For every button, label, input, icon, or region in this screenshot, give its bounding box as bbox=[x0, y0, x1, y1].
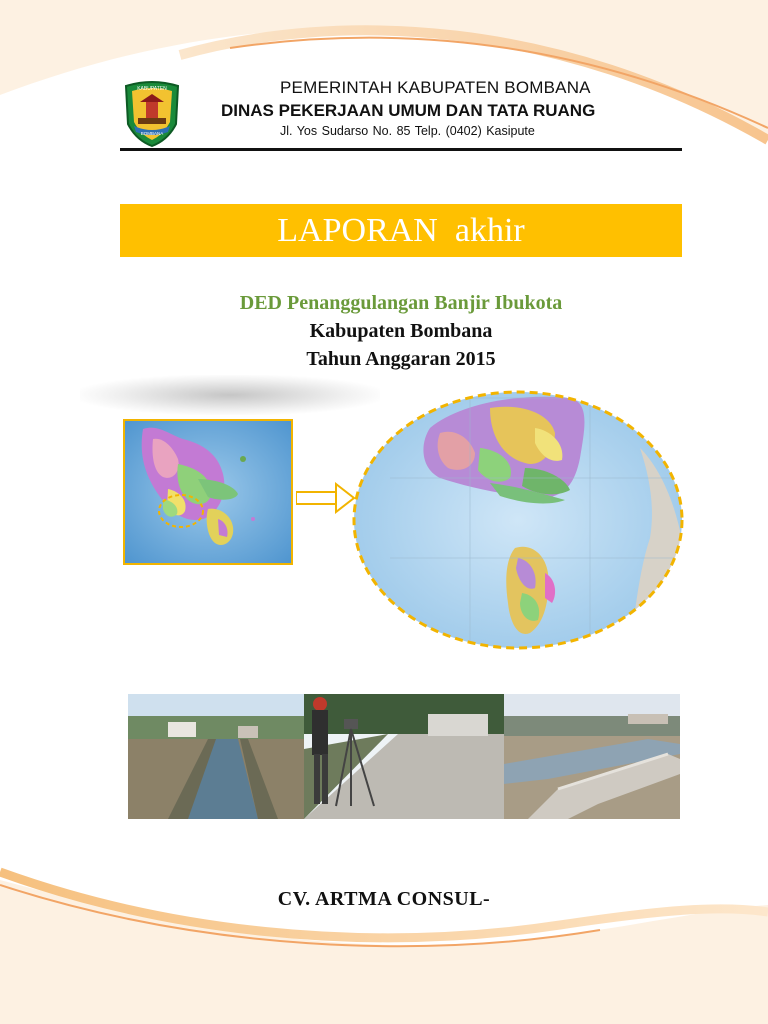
header-divider bbox=[120, 148, 682, 151]
consultant-name: CV. ARTMA CONSUL- bbox=[277, 888, 491, 910]
regency-emblem-icon bbox=[120, 80, 184, 148]
overview-map bbox=[123, 419, 293, 565]
emblem-ribbon-text: BOMBANA bbox=[140, 131, 164, 136]
river-channel-photo bbox=[128, 694, 304, 819]
site-photo-strip bbox=[128, 694, 680, 819]
double-arrow-right-icon bbox=[296, 482, 356, 514]
government-name: PEMERINTAH KABUPATEN BOMBANA bbox=[280, 78, 591, 97]
project-title: DED Penanggulangan Banjir Ibukota bbox=[239, 292, 563, 314]
department-name: DINAS PEKERJAAN UMUM DAN TATA RUANG bbox=[221, 101, 596, 120]
embankment-photo bbox=[504, 694, 680, 819]
detail-map bbox=[350, 388, 686, 652]
blurred-shadow bbox=[80, 375, 380, 415]
report-title-banner bbox=[120, 204, 682, 257]
report-title: LAPORAN akhir bbox=[277, 212, 525, 249]
department-address: Jl. Yos Sudarso No. 85 Telp. (0402) Kasipute bbox=[280, 124, 535, 138]
emblem-top-text: KABUPATEN bbox=[137, 86, 167, 92]
budget-year: Tahun Anggaran 2015 bbox=[306, 348, 496, 370]
surveyor-road-photo bbox=[304, 694, 504, 819]
regency-name: Kabupaten Bombana bbox=[309, 320, 493, 342]
letterhead bbox=[120, 78, 682, 150]
